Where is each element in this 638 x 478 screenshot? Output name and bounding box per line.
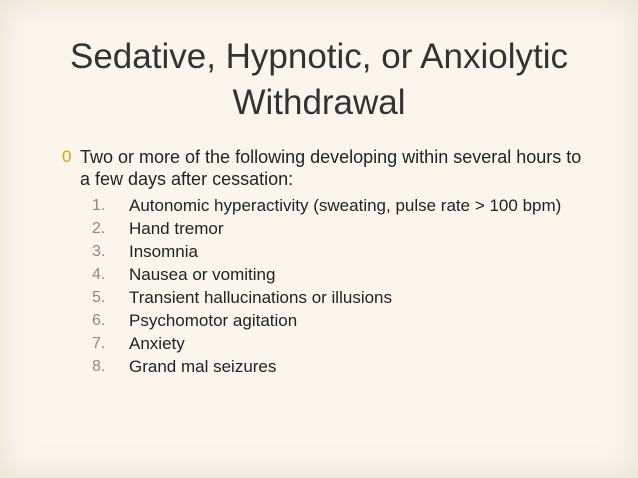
lead-text: Two or more of the following developing within several hours to a few days after cessation: (80, 147, 582, 189)
list-item-text: Transient hallucinations or illusions (129, 288, 393, 307)
lead-bullet (62, 146, 582, 190)
list-item (92, 288, 582, 307)
slide-title: Sedative, Hypnotic, or Anxiolytic Withdrawal (69, 37, 568, 122)
list-item-number: 3. (92, 243, 106, 260)
list-item (92, 219, 582, 238)
list-item-text: Psychomotor agitation (129, 311, 298, 330)
list-item-number: 2. (92, 220, 106, 237)
list-item-text: Autonomic hyperactivity (sweating, pulse rate > 100 bpm) (129, 196, 562, 215)
list-item-text: Anxiety (129, 334, 185, 353)
list-item (92, 357, 582, 376)
list-item-text: Grand mal seizures (129, 357, 277, 376)
list-item-number: 8. (92, 358, 106, 375)
list-item (92, 265, 582, 284)
list-item-number: 6. (92, 312, 106, 329)
list-item-text: Nausea or vomiting (129, 265, 276, 284)
list-item-number: 1. (92, 197, 106, 214)
list-item (92, 242, 582, 261)
list-item (92, 196, 582, 215)
bullet-marker-icon: 0 (62, 147, 72, 166)
list-item (92, 311, 582, 330)
list-item-text: Hand tremor (129, 219, 224, 238)
numbered-list (62, 196, 582, 376)
list-item-number: 5. (92, 289, 106, 306)
bullet-block (62, 146, 582, 380)
list-item-number: 4. (92, 266, 106, 283)
list-item-number: 7. (92, 335, 106, 352)
list-item (92, 334, 582, 353)
list-item-text: Insomnia (129, 242, 198, 261)
